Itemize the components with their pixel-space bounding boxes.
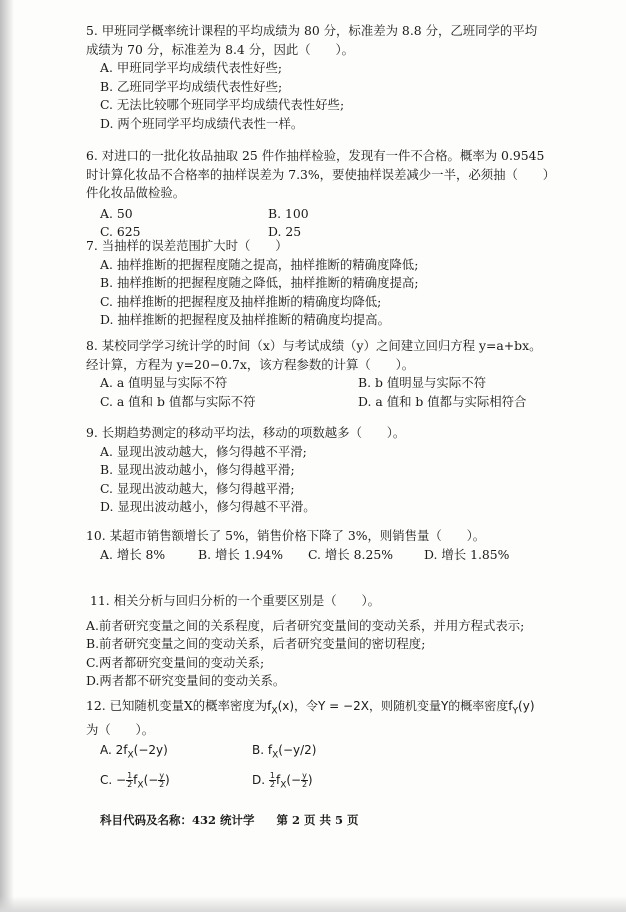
q12-opt-c-den2: 2	[159, 780, 165, 790]
question-8-option-d: D. a 值和 b 值都与实际相符合	[358, 393, 527, 409]
question-5-option-d: D. 两个班同学平均成绩代表性一样。	[100, 115, 304, 131]
question-5-stem-line-1: 5. 甲班同学概率统计课程的平均成绩为 80 分，标准差为 8.8 分，乙班同学的平均	[86, 23, 538, 38]
question-8-option-a: A. a 值明显与实际不符	[100, 375, 228, 390]
q12-opt-d-close: )	[307, 773, 313, 788]
question-11-option-d: D.两者都不研究变量间的变动关系。	[86, 673, 286, 688]
question-8-option-c: C. a 值和 b 值都与实际不符	[100, 393, 256, 409]
question-6-option-d: D. 25	[268, 224, 302, 239]
question-7-stem: 7. 当抽样的误差范围扩大时（ ）	[86, 238, 288, 253]
question-12-option-d	[252, 771, 606, 795]
question-12-stem-line-1	[86, 697, 606, 721]
page-footer	[100, 812, 520, 828]
question-6-options	[86, 205, 586, 242]
question-12	[86, 697, 606, 795]
question-10-option-a: A. 增长 8%	[100, 546, 166, 562]
question-12-option-a	[100, 741, 252, 765]
question-12-options-row-1	[86, 741, 606, 765]
question-12-options-row-2	[86, 771, 606, 795]
question-12-option-c	[100, 771, 252, 795]
question-7	[86, 237, 586, 330]
question-7-option-a: A. 抽样推断的把握程度随之提高，抽样推断的精确度降低;	[100, 256, 419, 272]
question-12-f-symbol-y: f	[508, 699, 513, 713]
question-9-option-b: B. 显现出波动越小，修匀得越平滑;	[100, 462, 295, 477]
q12-opt-b-sub: X	[272, 750, 279, 761]
question-7-option-b: B. 抽样推断的把握程度随之降低，抽样推断的精确度提高;	[100, 275, 419, 290]
footer-subject: 科目代码及名称：432 统计学	[100, 813, 255, 827]
question-5-option-a: A. 甲班同学平均成绩代表性好些;	[100, 60, 283, 75]
question-6	[86, 147, 586, 242]
question-10-stem: 10. 某超市销售额增长了 5%，销售价格下降了 3%，则销售量（ ）。	[86, 528, 486, 543]
question-10-options	[86, 546, 586, 565]
question-12-f-symbol: f	[267, 699, 272, 713]
q12-opt-a-label: A. 2f	[100, 743, 128, 758]
question-12-density-x	[267, 699, 278, 717]
question-8	[86, 337, 586, 411]
question-12-option-b	[252, 741, 606, 765]
question-7-option-c: C. 抽样推断的把握程度及抽样推断的精确度均降低;	[100, 293, 382, 309]
q12-opt-d-frac2	[301, 772, 308, 789]
question-5	[86, 22, 586, 133]
question-10-option-d: D. 增长 1.85%	[424, 546, 510, 562]
q12-opt-d-num2: y	[302, 771, 307, 781]
q12-opt-c-sub: X	[137, 780, 144, 791]
question-6-option-a: A. 50	[100, 205, 133, 221]
question-5-stem-line-2: 成绩为 70 分，标准差为 8.4 分，因此（ ）。	[86, 41, 355, 57]
question-6-option-b: B. 100	[268, 205, 309, 221]
question-6-stem-line-1: 6. 对进口的一批化妆品抽取 25 件作抽样检验，发现有一件不合格。概率为 0.9545	[86, 148, 545, 163]
q12-opt-d-open: (−	[286, 773, 302, 788]
question-5-option-c: C. 无法比较哪个班同学平均成绩代表性好些;	[100, 97, 345, 112]
question-9-option-a: A. 显现出波动越大，修匀得越不平滑;	[100, 443, 307, 459]
q12-opt-d-sub: X	[280, 780, 287, 791]
q12-opt-d-f: f	[275, 773, 281, 788]
q12-opt-d-den: 2	[269, 780, 275, 790]
question-6-stem-line-3: 件化妆品做检验。	[86, 185, 186, 200]
q12-opt-c-den: 2	[127, 780, 133, 790]
question-12-stem-line-2: 为（ ）。	[86, 721, 155, 737]
question-9-option-c: C. 显现出波动越大，修匀得越平滑;	[100, 480, 295, 496]
scan-shadow-left	[0, 0, 14, 912]
question-6-stem-line-2: 时计算化妆品不合格率的抽样误差为 7.3%，要使抽样误差减少一半，必须抽（ ）	[86, 166, 556, 182]
question-10-option-c: C. 增长 8.25%	[308, 546, 393, 562]
question-12-arg-y: (y)	[518, 699, 535, 713]
q12-opt-b-tail: (−y/2)	[278, 743, 317, 758]
question-11-option-c: C.两者都研究变量间的变动关系;	[86, 654, 265, 670]
q12-opt-c-open: (−	[143, 773, 159, 788]
q12-opt-c-f: f	[133, 773, 138, 788]
question-8-stem-line-2: 经计算，方程为 y=20−0.7x，该方程参数的计算（ ）。	[86, 356, 415, 372]
q12-opt-c-num2: y	[159, 771, 165, 781]
q12-opt-b-label: B. f	[252, 743, 273, 758]
question-11-option-b: B.前者研究变量之间的变动关系，后者研究变量间的密切程度;	[86, 636, 426, 651]
scan-shadow-bottom	[0, 896, 626, 912]
q12-opt-c-num: 1	[127, 771, 133, 781]
q12-opt-d-num: 1	[269, 771, 275, 781]
question-12-stem-text-a: 12. 已知随机变量X的概率密度为	[86, 698, 268, 713]
q12-opt-c-close: )	[165, 773, 170, 788]
q12-opt-c-label: C. −	[100, 773, 127, 788]
question-9	[86, 424, 586, 517]
question-8-option-b: B. b 值明显与实际不符	[358, 375, 486, 390]
question-12-sub-x: X	[271, 706, 278, 717]
question-12-density-y	[508, 699, 535, 717]
question-9-stem: 9. 长期趋势测定的移动平均法，移动的项数越多（ ）。	[86, 425, 406, 440]
question-9-option-d: D. 显现出波动越小，修匀得越不平滑。	[100, 499, 316, 514]
q12-opt-a-sub: X	[127, 750, 134, 761]
q12-opt-d-den2: 2	[301, 780, 308, 790]
q12-opt-d-frac	[269, 772, 276, 789]
question-10-option-b: B. 增长 1.94%	[198, 546, 284, 562]
question-11-stem: 11. 相关分析与回归分析的一个重要区别是（ ）。	[90, 593, 381, 608]
q12-opt-d-label: D.	[252, 773, 269, 788]
question-7-option-d: D. 抽样推断的把握程度及抽样推断的精确度均提高。	[100, 312, 390, 327]
question-11-option-a: A.前者研究变量之间的关系程度，后者研究变量间的变动关系，并用方程式表示;	[86, 617, 525, 633]
question-12-sub-y: Y	[512, 706, 519, 717]
question-11	[86, 592, 606, 691]
question-10	[86, 527, 586, 564]
question-12-stem-text-b: (x)，令Y = −2X，则随机变量Y的概率密度	[277, 699, 509, 713]
question-8-options	[86, 374, 586, 411]
question-8-stem-line-1: 8. 某校同学学习统计学的时间（x）与考试成绩（y）之间建立回归方程 y=a+bx。	[86, 338, 542, 353]
q12-opt-a-tail: (−2y)	[133, 743, 168, 758]
question-5-option-b: B. 乙班同学平均成绩代表性好些;	[100, 78, 283, 94]
footer-page-number: 第 2 页 共 5 页	[276, 813, 359, 827]
question-6-option-c: C. 625	[100, 224, 141, 239]
